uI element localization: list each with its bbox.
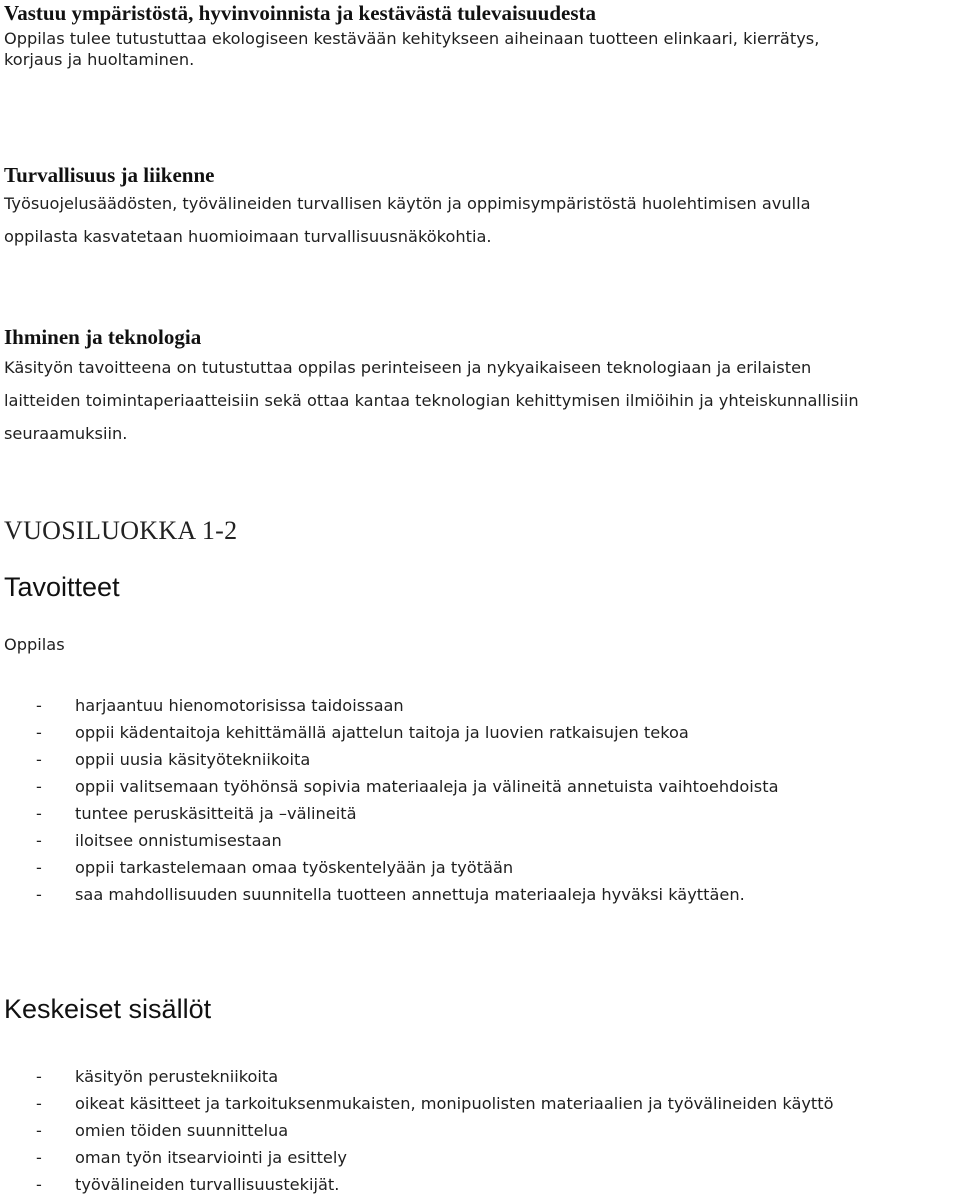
list-item: - harjaantuu hienomotorisissa taidoissaan: [4, 692, 958, 719]
section-text-line: Työsuojelusäädösten, työvälineiden turvallisen käytön ja oppimisympäristöstä huolehtimisen avulla: [4, 194, 811, 213]
section-text-line: oppilasta kasvatetaan huomioimaan turvallisuusnäkökohtia.: [4, 227, 492, 246]
list-item: - työvälineiden turvallisuustekijät.: [4, 1171, 958, 1198]
list-item: - oikeat käsitteet ja tarkoituksenmukaisten, monipuolisten materiaalien ja työvälineiden käyttö: [4, 1090, 958, 1117]
section-text-line: Käsityön tavoitteena on tutustuttaa oppilas perinteiseen ja nykyaikaiseen teknologiaan ja erilaisten: [4, 358, 812, 377]
goals-list: [4, 692, 958, 908]
list-item: - oppii valitsemaan työhönsä sopivia materiaaleja ja välineitä annetuista vaihtoehdoista: [4, 773, 958, 800]
goals-label: Oppilas: [4, 635, 65, 654]
goals-label-block: [4, 635, 958, 654]
contents-block: [4, 994, 958, 1025]
section-text-line: seuraamuksiin.: [4, 424, 128, 443]
contents-heading: Keskeiset sisällöt: [4, 994, 212, 1024]
section-heading: Vastuu ympäristöstä, hyvinvoinnista ja kestävästä tulevaisuudesta: [4, 1, 596, 25]
list-item: - iloitsee onnistumisestaan: [4, 827, 958, 854]
section-heading: Ihminen ja teknologia: [4, 325, 202, 349]
section-technology: [4, 324, 958, 449]
goals-list-block: [4, 692, 958, 908]
contents-list-block: [4, 1063, 958, 1198]
grade-block: [4, 516, 958, 546]
list-item: - käsityön perustekniikoita: [4, 1063, 958, 1090]
grade-title: VUOSILUOKKA 1-2: [4, 516, 238, 545]
list-item: - oppii tarkastelemaan omaa työskentelyään ja työtään: [4, 854, 958, 881]
list-item: - oppii kädentaitoja kehittämällä ajattelun taitoja ja luovien ratkaisujen tekoa: [4, 719, 958, 746]
goals-block: [4, 572, 958, 603]
list-item: - saa mahdollisuuden suunnitella tuotteen annettuja materiaaleja hyväksi käyttäen.: [4, 881, 958, 908]
section-safety: [4, 162, 958, 252]
list-item: - oppii uusia käsityötekniikoita: [4, 746, 958, 773]
list-item: - omien töiden suunnittelua: [4, 1117, 958, 1144]
list-item: - oman työn itsearviointi ja esittely: [4, 1144, 958, 1171]
section-text-line: korjaus ja huoltaminen.: [4, 50, 195, 69]
goals-heading: Tavoitteet: [4, 572, 120, 602]
section-environment: [4, 0, 958, 72]
section-text-line: Oppilas tulee tutustuttaa ekologiseen kestävään kehitykseen aiheinaan tuotteen elinkaari, kierrätys,: [4, 29, 820, 48]
section-text-line: laitteiden toimintaperiaatteisiin sekä ottaa kantaa teknologian kehittymisen ilmiöihin ja yhteiskunnallisiin: [4, 391, 859, 410]
section-heading: Turvallisuus ja liikenne: [4, 163, 215, 187]
contents-list: [4, 1063, 958, 1198]
list-item: - tuntee peruskäsitteitä ja –välineitä: [4, 800, 958, 827]
